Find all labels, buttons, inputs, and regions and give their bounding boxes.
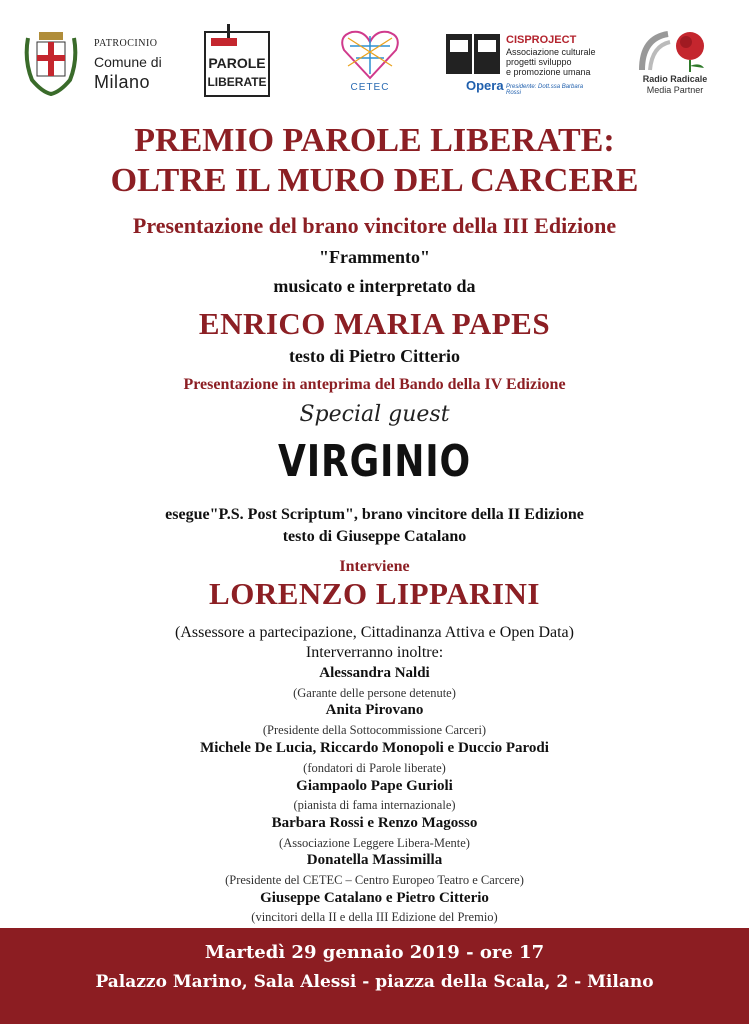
cisproject-title: CISPROJECT [506,34,577,46]
participant-role: (vincitori della II e della III Edizione del Premio) [251,910,498,924]
participant-name: Giampaolo Pape Gurioli [296,778,453,794]
speaker-role: (Assessore a partecipazione, Cittadinanza Attiva e Open Data) [175,624,574,641]
svg-text:LIBERATE: LIBERATE [207,75,267,89]
opera-label: Opera [466,78,504,93]
event-subtitle: Presentazione del brano vincitore della III Edizione [132,213,617,238]
event-date: Martedì 29 gennaio 2019 - ore 17 [204,942,545,963]
milano-crest-icon [22,30,80,96]
participant-name: Alessandra Naldi [319,665,430,681]
radio-tagline: Media Partner [646,85,704,95]
guest-performance: esegue"P.S. Post Scriptum", brano vincitore della II Edizione [165,506,584,523]
participant-name: Michele De Lucia, Riccardo Monopoli e Duccio Parodi [200,740,549,756]
speaker-name: LORENZO LIPPARINI [209,576,540,611]
guest-name: VIRGINIO [277,436,472,487]
cisproject-subtitle-line: Associazione culturale [506,47,596,57]
rose-icon [620,24,730,74]
cisproject-subtitle [506,47,598,77]
participant-name: Donatella Massimilla [306,852,443,868]
participant-role: (pianista di fama internazionale) [293,798,456,812]
event-title-line-2: OLTRE IL MURO DEL CARCERE [110,162,639,199]
cisproject-president: Presidente: Dott.ssa Barbara Rossi [506,84,584,96]
participant-role: (Presidente della Sottocommissione Carceri) [262,723,487,737]
participant-name: Giuseppe Catalano e Pietro Citterio [260,890,489,906]
parole-liberate-logo [201,24,273,100]
guest-lyrics-credit: testo di Giuseppe Catalano [282,528,467,545]
cetec-logo [336,26,404,100]
cisproject-icon [446,34,502,76]
participant-name: Barbara Rossi e Renzo Magosso [271,815,478,831]
participant-role: (Associazione Leggere Libera-Mente) [279,836,470,850]
performer-lyrics-credit: testo di Pietro Citterio [288,346,461,366]
preview-announcement: Presentazione in anteprima del Bando della IV Edizione [183,376,566,393]
speaker-label: Interviene [339,558,410,575]
event-footer [0,928,749,1024]
participant-role: (fondatori di Parole liberate) [303,761,446,775]
parole-liberate-icon [201,24,273,100]
radio-name: Radio Radicale [642,74,708,84]
song-title: "Frammento" [319,247,430,267]
event-title-line-1: PREMIO PAROLE LIBERATE: [134,122,615,159]
special-guest-label: Special guest [299,402,450,427]
radio-radicale-logo [620,24,730,104]
participant-role: (Garante delle persone detenute) [293,686,456,700]
sponsor-logos [0,20,749,110]
also-speaking-label: Interverranno inoltre: [305,644,444,661]
event-venue: Palazzo Marino, Sala Alessi - piazza della Scala, 2 - Milano [95,972,654,992]
cisproject-subtitle-line: e promozione umana [506,67,591,77]
performer-name: ENRICO MARIA PAPES [198,306,551,341]
participant-role: (Presidente del CETEC – Centro Europeo Teatro e Carcere) [225,873,524,887]
cetec-label: CETEC [350,82,390,93]
city-label: Milano [94,72,151,92]
heart-icon [336,26,404,82]
cisproject-logo [446,34,596,100]
comune-milano-logo [22,30,172,100]
participant-name: Anita Pirovano [325,702,424,718]
patrocinio-label: PATROCINIO [94,38,158,49]
comune-label: Comune di [94,54,162,70]
cisproject-subtitle-line: progetti sviluppo [506,57,572,67]
musicato-label: musicato e interpretato da [273,276,476,296]
svg-text:PAROLE: PAROLE [208,55,266,71]
